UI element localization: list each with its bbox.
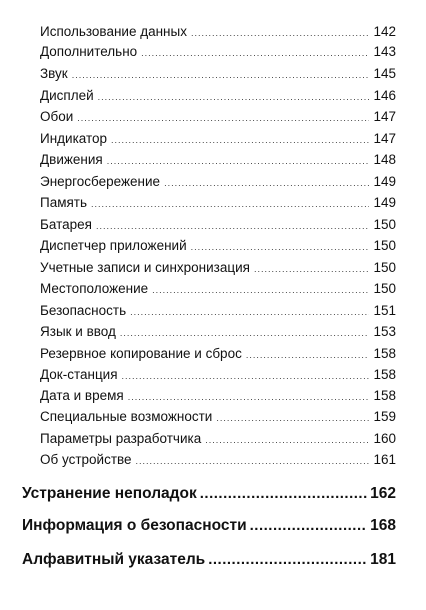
dot-leader bbox=[136, 451, 370, 471]
toc-entry-page: 150 bbox=[373, 238, 396, 253]
toc-entry-title: Движения bbox=[40, 152, 103, 167]
toc-entry[interactable] bbox=[40, 107, 396, 127]
toc-entry-page: 143 bbox=[373, 44, 396, 59]
toc-entry-title: Дата и время bbox=[40, 388, 124, 403]
toc-entry[interactable] bbox=[40, 279, 396, 299]
toc-entry-title: Память bbox=[40, 195, 88, 210]
dot-leader bbox=[91, 194, 369, 214]
dot-leader bbox=[122, 366, 370, 386]
toc-entry[interactable] bbox=[40, 344, 396, 364]
toc-entry-title: Местоположение bbox=[40, 281, 149, 296]
toc-entry-title: Резервное копирование и сброс bbox=[40, 346, 242, 361]
toc-entry[interactable] bbox=[40, 42, 396, 62]
toc-entry[interactable] bbox=[40, 150, 396, 170]
toc-entry-title: Обои bbox=[40, 109, 74, 124]
toc-entry-title: Дополнительно bbox=[40, 44, 138, 59]
toc-entry-title: Параметры разработчика bbox=[40, 431, 202, 446]
toc-entry[interactable] bbox=[40, 22, 396, 42]
toc-chapter-title: Алфавитный указатель bbox=[22, 551, 206, 568]
toc-chapter[interactable] bbox=[22, 514, 396, 538]
toc-entry-title: Специальные возможности bbox=[40, 409, 213, 424]
toc-chapter[interactable] bbox=[22, 482, 396, 506]
toc-entry-title: Диспетчер приложений bbox=[40, 238, 187, 253]
dot-leader bbox=[254, 259, 370, 279]
toc-entry-page: 150 bbox=[373, 281, 396, 296]
toc-entry-page: 160 bbox=[373, 431, 396, 446]
toc-entry-page: 150 bbox=[373, 260, 396, 275]
toc-entry-title: Звук bbox=[40, 66, 68, 81]
toc-entry-page: 147 bbox=[373, 131, 396, 146]
dot-leader bbox=[205, 430, 369, 450]
dot-leader bbox=[96, 216, 370, 236]
toc-entry-title: Безопасность bbox=[40, 303, 127, 318]
toc-entry-title: Об устройстве bbox=[40, 452, 132, 467]
toc-entry-title: Индикатор bbox=[40, 131, 108, 146]
toc-entry-page: 153 bbox=[373, 324, 396, 339]
toc-entry-page: 150 bbox=[373, 217, 396, 232]
toc-entry[interactable] bbox=[40, 429, 396, 449]
toc-entry[interactable] bbox=[40, 172, 396, 192]
dot-leader bbox=[216, 408, 369, 428]
toc-entry-page: 159 bbox=[373, 409, 396, 424]
toc-entry[interactable] bbox=[40, 407, 396, 427]
toc-entry[interactable] bbox=[40, 129, 396, 149]
toc-entry[interactable] bbox=[40, 193, 396, 213]
dot-leader bbox=[208, 548, 367, 572]
toc-entry-title: Использование данных bbox=[40, 24, 187, 39]
dot-leader bbox=[246, 345, 370, 365]
dot-leader bbox=[130, 302, 369, 322]
toc-entry-page: 147 bbox=[373, 109, 396, 124]
toc-chapter-page: 162 bbox=[370, 485, 396, 502]
dot-leader bbox=[191, 23, 370, 43]
toc-entry[interactable] bbox=[40, 322, 396, 342]
toc-entry-page: 151 bbox=[373, 303, 396, 318]
dot-leader bbox=[250, 514, 368, 538]
dot-leader bbox=[152, 280, 369, 300]
toc-entry-page: 161 bbox=[373, 452, 396, 467]
toc-entry-title: Учетные записи и синхронизация bbox=[40, 260, 250, 275]
dot-leader bbox=[191, 237, 370, 257]
dot-leader bbox=[141, 43, 369, 63]
dot-leader bbox=[128, 387, 370, 407]
toc-chapter[interactable] bbox=[22, 548, 396, 572]
toc-entry-page: 158 bbox=[373, 346, 396, 361]
dot-leader bbox=[107, 151, 370, 171]
toc-entry[interactable] bbox=[40, 386, 396, 406]
dot-leader bbox=[164, 173, 369, 193]
toc-entry[interactable] bbox=[40, 215, 396, 235]
dot-leader bbox=[72, 65, 370, 85]
toc-entry-page: 158 bbox=[373, 388, 396, 403]
toc-chapter-title: Информация о безопасности bbox=[22, 517, 247, 534]
toc-entry[interactable] bbox=[40, 86, 396, 106]
toc-entry-page: 149 bbox=[373, 174, 396, 189]
toc-entry-page: 145 bbox=[373, 66, 396, 81]
toc-entry-page: 158 bbox=[373, 367, 396, 382]
toc-entry[interactable] bbox=[40, 450, 396, 470]
toc-chapter-page: 181 bbox=[370, 551, 396, 568]
toc-entry[interactable] bbox=[40, 236, 396, 256]
toc-entry-title: Язык и ввод bbox=[40, 324, 116, 339]
dot-leader bbox=[77, 108, 369, 128]
toc-entry[interactable] bbox=[40, 64, 396, 84]
toc-entry-title: Энергосбережение bbox=[40, 174, 161, 189]
toc-entry-title: Док-станция bbox=[40, 367, 118, 382]
toc-entry-page: 146 bbox=[373, 88, 396, 103]
dot-leader bbox=[111, 130, 369, 150]
toc-entry[interactable] bbox=[40, 301, 396, 321]
toc-chapter-title: Устранение неполадок bbox=[22, 485, 197, 502]
toc-chapter-page: 168 bbox=[370, 517, 396, 534]
toc-entry-title: Батарея bbox=[40, 217, 92, 232]
toc-entry-page: 149 bbox=[373, 195, 396, 210]
toc-entry[interactable] bbox=[40, 258, 396, 278]
toc-entry-page: 148 bbox=[373, 152, 396, 167]
dot-leader bbox=[98, 87, 370, 107]
toc-entry[interactable] bbox=[40, 365, 396, 385]
toc-entry-page: 142 bbox=[373, 24, 396, 39]
dot-leader bbox=[120, 323, 370, 343]
toc-entry-title: Дисплей bbox=[40, 88, 94, 103]
dot-leader bbox=[200, 482, 367, 506]
